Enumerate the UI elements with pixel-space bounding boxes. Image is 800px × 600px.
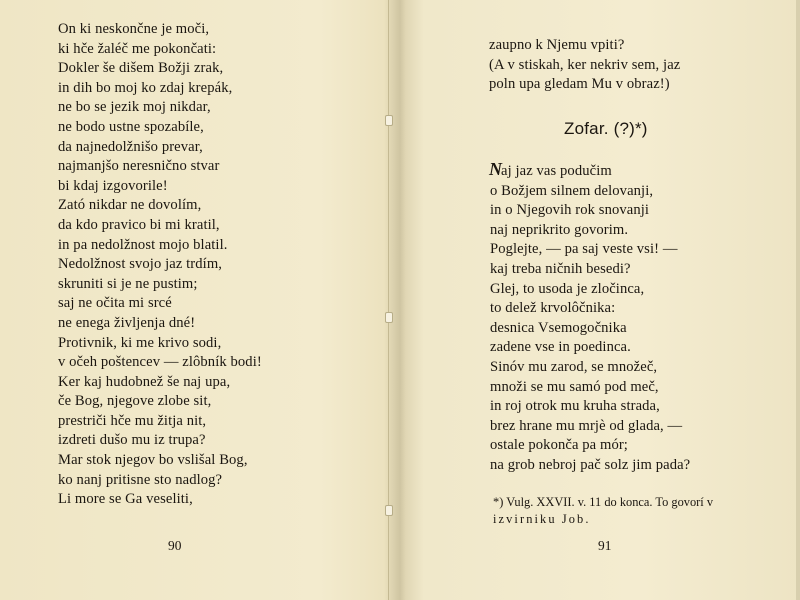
continuation-lines bbox=[489, 36, 680, 95]
page-number: 91 bbox=[598, 538, 612, 553]
drop-cap: N bbox=[489, 159, 501, 179]
verse-line: o Božjem silnem delovanji, bbox=[490, 182, 654, 199]
verse-line: zaupno k Njemu vpiti? bbox=[489, 37, 625, 53]
verse-line-first-rest: aj jaz vas podučim bbox=[501, 163, 612, 179]
verse-line: kaj treba ničnih besedi? bbox=[490, 260, 631, 277]
verse-line: Nedolžnost svojo jaz trdím, bbox=[58, 256, 223, 273]
footnote-line: *) Vulg. XXVII. v. 11 do konca. To govorí v bbox=[493, 495, 714, 509]
verse-line: ne bo se jezik moj nikdar, bbox=[58, 99, 211, 116]
verse-line: in dih bo moj ko zdaj krepák, bbox=[58, 79, 233, 96]
right-verse-block bbox=[489, 160, 690, 476]
verse-line: in o Njegovih rok snovanji bbox=[490, 202, 650, 219]
verse-line: naj neprikrito govorim. bbox=[490, 221, 629, 238]
verse-line: ne bodo ustne spozabíle, bbox=[58, 118, 204, 135]
verse-line: Sinóv mu zarod, se množeč, bbox=[490, 358, 658, 375]
verse-line: Mar stok njegov bo vslišal Bog, bbox=[58, 452, 248, 469]
verse-line: skruniti si je ne pustim; bbox=[58, 275, 198, 292]
verse-line: ostale pokonča pa mór; bbox=[490, 437, 628, 454]
verse-line: in roj otrok mu kruha strada, bbox=[490, 398, 660, 415]
right-page bbox=[400, 0, 800, 600]
verse-line: poln upa gledam Mu v obraz!) bbox=[489, 76, 670, 93]
verse-line: bi kdaj izgovorile! bbox=[58, 177, 168, 194]
verse-line: desnica Vsemogočnika bbox=[490, 319, 627, 336]
verse-line: Li more se Ga veseliti, bbox=[58, 491, 193, 508]
verse-line: najmanjšo neresnično stvar bbox=[58, 158, 220, 175]
verse-line: na grob nebroj pač solz jim pada? bbox=[490, 456, 691, 473]
verse-line: Glej, to usoda je zločinca, bbox=[490, 280, 645, 297]
verse-line: da kdo pravico bi mi kratil, bbox=[58, 216, 220, 233]
verse-line: da najnedolžnišo prevar, bbox=[58, 138, 203, 155]
verse-line: to delež krvolôčnika: bbox=[490, 300, 616, 317]
verse-line: in pa nedolžnost mojo blatil. bbox=[58, 236, 228, 253]
verse-line-first bbox=[489, 160, 690, 182]
verse-line: ko nanj pritisne sto nadlog? bbox=[58, 471, 223, 488]
verse-line: On ki neskončne je moči, bbox=[58, 21, 210, 37]
verse-line: Zató nikdar ne dovolím, bbox=[58, 197, 202, 214]
left-verse-block bbox=[58, 20, 262, 510]
verse-line: Dokler še dišem Božji zrak, bbox=[58, 60, 224, 77]
section-title: Zofar. (?)*) bbox=[564, 119, 648, 138]
footnote bbox=[493, 494, 753, 528]
verse-line: zadene vse in poedinca. bbox=[490, 339, 631, 356]
verse-line: Protivnik, ki me krivo sodi, bbox=[58, 334, 222, 351]
verse-line: Ker kaj hudobnež še naj upa, bbox=[58, 373, 231, 390]
verse-line: (A v stiskah, ker nekriv sem, jaz bbox=[489, 56, 681, 73]
verse-line: saj ne očita mi srcé bbox=[58, 295, 172, 312]
verse-line: v očeh poštencev — zlôbník bodi! bbox=[58, 354, 262, 371]
verse-line: izdreti dušo mu iz trupa? bbox=[58, 432, 206, 449]
verse-line: prestriči hče mu žitja nit, bbox=[58, 412, 207, 429]
verse-line: če Bog, njegove zlobe sit, bbox=[58, 393, 212, 410]
left-page bbox=[0, 0, 392, 600]
verse-line: množi se mu samó pod meč, bbox=[490, 378, 659, 395]
footnote-line: izvirniku Job. bbox=[493, 512, 591, 526]
verse-line: ne enega življenja dné! bbox=[58, 314, 196, 331]
verse-line: brez hrane mu mrjè od glada, — bbox=[490, 417, 683, 434]
page-number: 90 bbox=[168, 538, 182, 553]
verse-line: Poglejte, — pa saj veste vsi! — bbox=[490, 241, 678, 258]
verse-line: ki hče žaléč me pokončati: bbox=[58, 40, 217, 57]
